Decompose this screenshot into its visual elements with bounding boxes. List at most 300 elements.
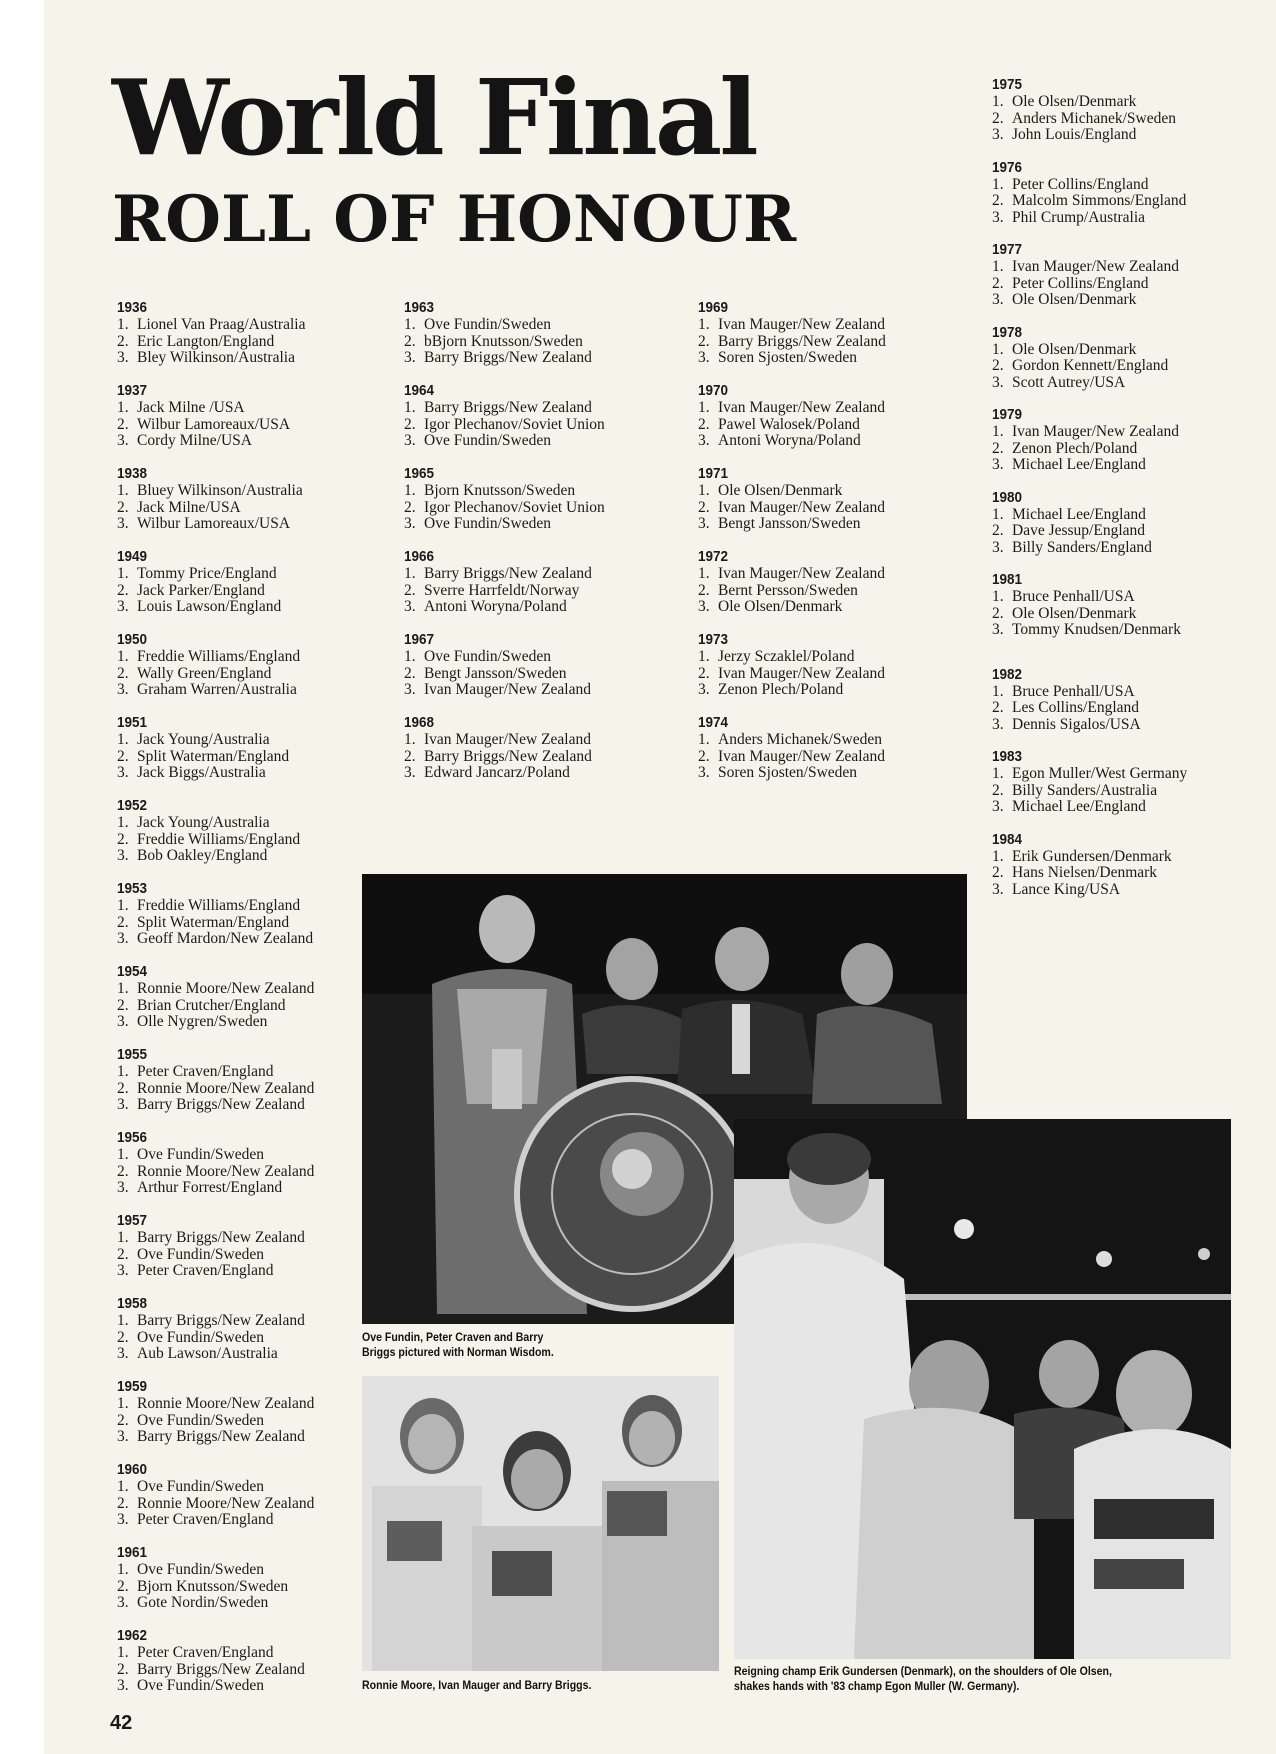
rider-country: Billy Sanders/Australia xyxy=(1012,781,1158,799)
rider-country: Ole Olsen/Denmark xyxy=(1012,604,1137,622)
rider-country: Ronnie Moore/New Zealand xyxy=(137,1079,315,1097)
placing-number: 3. xyxy=(992,538,1004,556)
placing-number: 2. xyxy=(698,498,710,516)
year-heading: 1970 xyxy=(698,382,729,399)
placing-number: 3. xyxy=(404,432,416,449)
page-subtitle: ROLL OF HONOUR xyxy=(112,182,797,257)
photo-caption-celebration xyxy=(734,1664,1112,1694)
placing-entry xyxy=(117,848,377,865)
placing-entry xyxy=(698,666,958,683)
rider-country: Lance King/USA xyxy=(1012,880,1121,898)
result-block xyxy=(992,241,1252,309)
placing-entry xyxy=(992,799,1252,816)
placing-number: 3. xyxy=(117,847,129,864)
result-block xyxy=(117,1129,377,1197)
placing-entry xyxy=(992,783,1252,800)
placing-number: 3. xyxy=(992,798,1004,815)
rider-country: Freddie Williams/England xyxy=(137,648,301,665)
rider-country: Bengt Jansson/Sweden xyxy=(718,515,861,532)
rider-country: Ove Fundin/Sweden xyxy=(424,648,552,665)
year-heading: 1966 xyxy=(404,548,435,565)
result-block xyxy=(117,548,377,616)
rider-country: Peter Craven/England xyxy=(137,1262,274,1279)
rider-country: Ivan Mauger/New Zealand xyxy=(424,731,591,748)
placing-number: 3. xyxy=(117,1594,129,1611)
photo-champion-celebration xyxy=(734,1119,1231,1659)
rider-country: Barry Briggs/New Zealand xyxy=(137,1428,305,1445)
placing-entry xyxy=(698,749,958,766)
year-heading: 1967 xyxy=(404,631,435,648)
year-heading: 1954 xyxy=(117,963,148,980)
rider-country: Bengt Jansson/Sweden xyxy=(424,664,567,682)
placing-number: 3. xyxy=(992,126,1004,143)
placing-entry xyxy=(698,433,958,450)
placing-number: 3. xyxy=(992,621,1004,638)
placing-number: 2. xyxy=(117,1494,129,1512)
rider-country: Tommy Knudsen/Denmark xyxy=(1012,621,1181,638)
placing-number: 3. xyxy=(992,456,1004,473)
placing-entry xyxy=(117,1562,377,1579)
placing-entry xyxy=(992,523,1252,540)
result-block xyxy=(117,1295,377,1363)
result-block xyxy=(117,1544,377,1612)
rider-country: Michael Lee/England xyxy=(1012,798,1146,815)
placing-entry xyxy=(404,516,664,533)
rider-country: Ove Fundin/Sweden xyxy=(424,515,552,532)
placing-number: 3. xyxy=(117,1511,129,1528)
placing-number: 1. xyxy=(992,847,1004,865)
year-heading: 1974 xyxy=(698,714,729,731)
placing-number: 2. xyxy=(992,357,1004,374)
result-block xyxy=(992,666,1252,734)
rider-country: Ove Fundin/Sweden xyxy=(424,432,552,449)
rider-country: Ove Fundin/Sweden xyxy=(424,316,552,333)
placing-number: 2. xyxy=(698,664,710,682)
placing-entry xyxy=(117,500,377,517)
placing-entry xyxy=(117,931,377,948)
placing-number: 3. xyxy=(117,1677,129,1694)
placing-number: 3. xyxy=(698,515,710,532)
rider-country: Barry Briggs/New Zealand xyxy=(424,747,592,765)
placing-entry xyxy=(404,566,664,583)
placing-number: 3. xyxy=(117,515,129,532)
placing-entry xyxy=(992,210,1252,227)
placing-number: 2. xyxy=(117,747,129,765)
placing-number: 3. xyxy=(992,715,1004,733)
year-heading: 1983 xyxy=(992,748,1023,765)
placing-entry xyxy=(698,765,958,782)
placing-number: 2. xyxy=(117,332,129,350)
rider-country: Igor Plechanov/Soviet Union xyxy=(424,415,605,433)
placing-number: 2. xyxy=(117,1660,129,1678)
placing-entry xyxy=(117,1147,377,1164)
placing-number: 2. xyxy=(117,830,129,848)
placing-entry xyxy=(117,1579,377,1596)
rider-country: Dennis Sigalos/USA xyxy=(1012,715,1141,733)
rider-country: Tommy Price/England xyxy=(137,565,277,582)
placing-number: 1. xyxy=(117,482,129,499)
placing-number: 3. xyxy=(117,1096,129,1113)
placing-number: 3. xyxy=(698,764,710,781)
year-heading: 1969 xyxy=(698,299,729,316)
placing-entry xyxy=(992,358,1252,375)
year-heading: 1976 xyxy=(992,158,1023,176)
placing-entry xyxy=(117,1346,377,1363)
placing-entry xyxy=(404,433,664,450)
year-heading: 1977 xyxy=(992,241,1023,258)
result-block xyxy=(404,714,664,782)
rider-country: Ole Olsen/Denmark xyxy=(718,598,843,615)
placing-number: 2. xyxy=(698,747,710,765)
placing-number: 1. xyxy=(698,316,710,333)
placing-number: 1. xyxy=(698,565,710,582)
placing-number: 1. xyxy=(117,1395,129,1412)
placing-number: 2. xyxy=(117,1411,129,1429)
rider-country: Wally Green/England xyxy=(137,664,272,682)
placing-entry xyxy=(698,583,958,600)
rider-country: Bruce Penhall/USA xyxy=(1012,588,1135,605)
placing-number: 3. xyxy=(117,930,129,947)
result-block xyxy=(698,299,958,367)
placing-number: 1. xyxy=(117,1063,129,1080)
placing-number: 1. xyxy=(117,1478,129,1495)
placing-number: 3. xyxy=(698,598,710,615)
year-heading: 1951 xyxy=(117,714,148,731)
placing-number: 1. xyxy=(404,648,416,665)
rider-country: Olle Nygren/Sweden xyxy=(137,1013,268,1030)
placing-number: 3. xyxy=(117,1179,129,1196)
year-heading: 1957 xyxy=(117,1212,148,1229)
rider-country: Jerzy Sczaklel/Poland xyxy=(718,648,855,665)
placing-entry xyxy=(698,417,958,434)
year-heading: 1979 xyxy=(992,406,1023,423)
placing-number: 2. xyxy=(117,913,129,931)
placing-number: 1. xyxy=(404,316,416,333)
placing-entry xyxy=(117,1164,377,1181)
rider-country: Barry Briggs/New Zealand xyxy=(137,1229,305,1246)
placing-number: 2. xyxy=(992,274,1004,292)
placing-number: 2. xyxy=(992,439,1004,457)
placing-entry xyxy=(117,350,377,367)
placing-entry xyxy=(992,94,1252,111)
placing-entry xyxy=(117,682,377,699)
placing-entry xyxy=(698,350,958,367)
placing-entry xyxy=(117,1230,377,1247)
year-heading: 1953 xyxy=(117,880,148,897)
placing-number: 1. xyxy=(117,648,129,665)
result-block xyxy=(992,324,1252,392)
placing-entry xyxy=(992,882,1252,899)
rider-country: Erik Gundersen/Denmark xyxy=(1012,847,1172,865)
placing-number: 2. xyxy=(117,1162,129,1180)
rider-country: Barry Briggs/New Zealand xyxy=(424,349,592,366)
placing-entry xyxy=(404,417,664,434)
year-heading: 1984 xyxy=(992,830,1023,848)
placing-number: 2. xyxy=(992,699,1004,716)
caption-line: shakes hands with '83 champ Egon Muller (W. Germany). xyxy=(734,1679,1020,1693)
placing-entry xyxy=(698,599,958,616)
rider-country: Ove Fundin/Sweden xyxy=(137,1328,265,1346)
rider-country: bBjorn Knutsson/Sweden xyxy=(424,332,583,350)
placing-number: 1. xyxy=(117,980,129,997)
result-block xyxy=(117,1046,377,1114)
year-heading: 1938 xyxy=(117,465,148,482)
placing-number: 2. xyxy=(992,604,1004,622)
placing-entry xyxy=(117,1479,377,1496)
result-block xyxy=(117,1212,377,1280)
placing-number: 1. xyxy=(698,731,710,748)
photo-caption-three-riders: Ronnie Moore, Ivan Mauger and Barry Briggs. xyxy=(362,1678,592,1692)
result-block xyxy=(404,299,664,367)
placing-entry xyxy=(117,1180,377,1197)
result-block xyxy=(992,831,1252,899)
rider-country: Bley Wilkinson/Australia xyxy=(137,349,295,366)
placing-entry xyxy=(117,1595,377,1612)
rider-country: Geoff Mardon/New Zealand xyxy=(137,930,314,947)
placing-entry xyxy=(117,599,377,616)
rider-country: Barry Briggs/New Zealand xyxy=(137,1660,305,1678)
placing-entry xyxy=(698,682,958,699)
placing-number: 3. xyxy=(117,1013,129,1030)
placing-entry xyxy=(117,649,377,666)
year-heading: 1965 xyxy=(404,465,435,482)
year-heading: 1950 xyxy=(117,631,148,648)
placing-number: 3. xyxy=(698,432,710,449)
placing-entry xyxy=(992,717,1252,734)
placing-entry xyxy=(117,483,377,500)
placing-entry xyxy=(117,433,377,450)
rider-country: Anders Michanek/Sweden xyxy=(718,731,882,748)
placing-entry xyxy=(992,342,1252,359)
placing-entry xyxy=(117,400,377,417)
placing-entry xyxy=(404,350,664,367)
placing-number: 1. xyxy=(992,258,1004,275)
year-heading: 1963 xyxy=(404,299,435,316)
placing-entry xyxy=(404,317,664,334)
year-heading: 1949 xyxy=(117,548,148,565)
placing-number: 3. xyxy=(404,349,416,366)
placing-number: 1. xyxy=(117,1644,129,1661)
placing-entry xyxy=(992,177,1252,194)
rider-country: Peter Craven/England xyxy=(137,1511,274,1528)
placing-number: 1. xyxy=(117,1312,129,1329)
placing-entry xyxy=(992,424,1252,441)
result-block xyxy=(992,748,1252,816)
rider-country: Lionel Van Praag/Australia xyxy=(137,316,306,333)
placing-entry xyxy=(992,111,1252,128)
result-block xyxy=(117,1461,377,1529)
result-block xyxy=(117,880,377,948)
placing-entry xyxy=(117,1263,377,1280)
rider-country: Ivan Mauger/New Zealand xyxy=(424,681,591,698)
placing-entry xyxy=(117,1496,377,1513)
placing-number: 3. xyxy=(117,764,129,781)
result-block xyxy=(404,548,664,616)
placing-entry xyxy=(117,583,377,600)
placing-number: 1. xyxy=(117,1561,129,1578)
rider-country: Barry Briggs/New Zealand xyxy=(424,565,592,582)
placing-entry xyxy=(992,865,1252,882)
rider-country: Ole Olsen/Denmark xyxy=(1012,93,1137,110)
placing-number: 1. xyxy=(992,682,1004,700)
placing-number: 1. xyxy=(992,340,1004,358)
placing-number: 2. xyxy=(117,996,129,1014)
placing-number: 2. xyxy=(117,581,129,599)
rider-country: Ivan Mauger/New Zealand xyxy=(718,664,885,682)
placing-number: 3. xyxy=(992,373,1004,391)
rider-country: Barry Briggs/New Zealand xyxy=(137,1312,305,1329)
rider-country: Les Collins/England xyxy=(1012,699,1140,716)
placing-number: 3. xyxy=(117,1345,129,1362)
result-block xyxy=(992,159,1252,227)
result-block xyxy=(117,963,377,1031)
placing-entry xyxy=(117,915,377,932)
result-block xyxy=(698,631,958,699)
placing-entry xyxy=(117,815,377,832)
placing-number: 1. xyxy=(117,897,129,914)
placing-entry xyxy=(117,1396,377,1413)
result-block xyxy=(992,489,1252,557)
rider-country: Jack Young/Australia xyxy=(137,731,270,748)
rider-country: Jack Milne/USA xyxy=(137,498,241,516)
placing-number: 1. xyxy=(117,1146,129,1163)
rider-country: Ronnie Moore/New Zealand xyxy=(137,980,315,997)
placing-number: 3. xyxy=(992,208,1004,226)
rider-country: Sverre Harrfeldt/Norway xyxy=(424,581,580,599)
placing-entry xyxy=(992,507,1252,524)
rider-country: Michael Lee/England xyxy=(1012,456,1146,473)
placing-entry xyxy=(117,1014,377,1031)
rider-country: Ronnie Moore/New Zealand xyxy=(137,1494,315,1512)
rider-country: Split Waterman/England xyxy=(137,747,290,765)
placing-number: 1. xyxy=(404,399,416,416)
placing-entry xyxy=(404,666,664,683)
caption-line: Ove Fundin, Peter Craven and Barry xyxy=(362,1330,544,1344)
rider-country: Ivan Mauger/New Zealand xyxy=(718,747,885,765)
rider-country: Jack Young/Australia xyxy=(137,814,270,831)
rider-country: Eric Langton/England xyxy=(137,332,275,350)
rider-country: Gordon Kennett/England xyxy=(1012,357,1169,374)
placing-entry xyxy=(404,682,664,699)
result-block xyxy=(117,1378,377,1446)
placing-entry xyxy=(117,749,377,766)
result-block xyxy=(117,1627,377,1695)
rider-country: Dave Jessup/England xyxy=(1012,522,1146,539)
placing-entry xyxy=(117,516,377,533)
placing-entry xyxy=(992,684,1252,701)
rider-country: Arthur Forrest/England xyxy=(137,1179,283,1196)
rider-country: Jack Biggs/Australia xyxy=(137,764,266,781)
rider-country: Bluey Wilkinson/Australia xyxy=(137,482,303,499)
placing-number: 2. xyxy=(117,1079,129,1097)
year-heading: 1962 xyxy=(117,1627,148,1644)
placing-number: 2. xyxy=(117,498,129,516)
placing-number: 2. xyxy=(992,522,1004,539)
placing-entry xyxy=(992,375,1252,392)
placing-number: 3. xyxy=(404,764,416,781)
placing-entry xyxy=(698,566,958,583)
rider-country: Jack Milne /USA xyxy=(137,399,245,416)
year-heading: 1961 xyxy=(117,1544,148,1561)
rider-country: Peter Craven/England xyxy=(137,1644,274,1661)
rider-country: Egon Muller/West Germany xyxy=(1012,765,1188,782)
year-heading: 1959 xyxy=(117,1378,148,1395)
rider-country: Ole Olsen/Denmark xyxy=(1012,291,1137,308)
placing-number: 3. xyxy=(992,880,1004,898)
placing-entry xyxy=(404,583,664,600)
rider-country: Phil Crump/Australia xyxy=(1012,208,1146,226)
placing-entry xyxy=(117,1330,377,1347)
rider-country: Peter Craven/England xyxy=(137,1063,274,1080)
rider-country: Ivan Mauger/New Zealand xyxy=(718,565,885,582)
rider-country: Louis Lawson/England xyxy=(137,598,282,615)
placing-number: 3. xyxy=(117,432,129,449)
rider-country: Zenon Plech/Poland xyxy=(1012,439,1138,457)
year-heading: 1975 xyxy=(992,76,1023,93)
result-block xyxy=(117,714,377,782)
placing-number: 3. xyxy=(404,515,416,532)
placing-entry xyxy=(404,749,664,766)
placing-entry xyxy=(992,276,1252,293)
result-block xyxy=(698,465,958,533)
placing-number: 1. xyxy=(992,423,1004,440)
placing-entry xyxy=(992,457,1252,474)
placing-number: 3. xyxy=(117,598,129,615)
placing-number: 3. xyxy=(404,598,416,615)
rider-country: Hans Nielsen/Denmark xyxy=(1012,864,1158,881)
placing-entry xyxy=(117,1081,377,1098)
placing-entry xyxy=(404,732,664,749)
placing-entry xyxy=(117,1413,377,1430)
rider-country: Ove Fundin/Sweden xyxy=(137,1677,265,1694)
rider-country: Ivan Mauger/New Zealand xyxy=(718,399,885,416)
placing-entry xyxy=(117,732,377,749)
placing-entry xyxy=(992,606,1252,623)
placing-entry xyxy=(404,649,664,666)
placing-entry xyxy=(117,1645,377,1662)
rider-country: Anders Michanek/Sweden xyxy=(1012,109,1176,127)
rider-country: Ivan Mauger/New Zealand xyxy=(718,498,885,516)
placing-number: 3. xyxy=(404,681,416,698)
placing-entry xyxy=(992,441,1252,458)
placing-number: 1. xyxy=(992,175,1004,193)
placing-number: 3. xyxy=(117,349,129,366)
rider-country: Bruce Penhall/USA xyxy=(1012,682,1135,700)
placing-entry xyxy=(992,292,1252,309)
year-heading: 1972 xyxy=(698,548,729,565)
placing-number: 2. xyxy=(404,415,416,433)
rider-country: Barry Briggs/New Zealand xyxy=(424,399,592,416)
placing-entry xyxy=(404,483,664,500)
rider-country: Ivan Mauger/New Zealand xyxy=(718,316,885,333)
page-edge xyxy=(0,0,44,1754)
placing-number: 2. xyxy=(992,864,1004,881)
placing-entry xyxy=(404,765,664,782)
placing-entry xyxy=(117,1313,377,1330)
rider-country: Billy Sanders/England xyxy=(1012,538,1152,556)
rider-country: Pawel Walosek/Poland xyxy=(718,415,860,433)
rider-country: Ove Fundin/Sweden xyxy=(137,1245,265,1263)
rider-country: Brian Crutcher/England xyxy=(137,996,286,1014)
result-block xyxy=(117,382,377,450)
placing-entry xyxy=(698,483,958,500)
rider-country: Malcolm Simmons/England xyxy=(1012,192,1187,209)
result-block xyxy=(992,76,1252,144)
rider-country: Zenon Plech/Poland xyxy=(718,681,844,698)
rider-country: Split Waterman/England xyxy=(137,913,290,931)
result-block xyxy=(698,382,958,450)
rider-country: Scott Autrey/USA xyxy=(1012,373,1126,391)
